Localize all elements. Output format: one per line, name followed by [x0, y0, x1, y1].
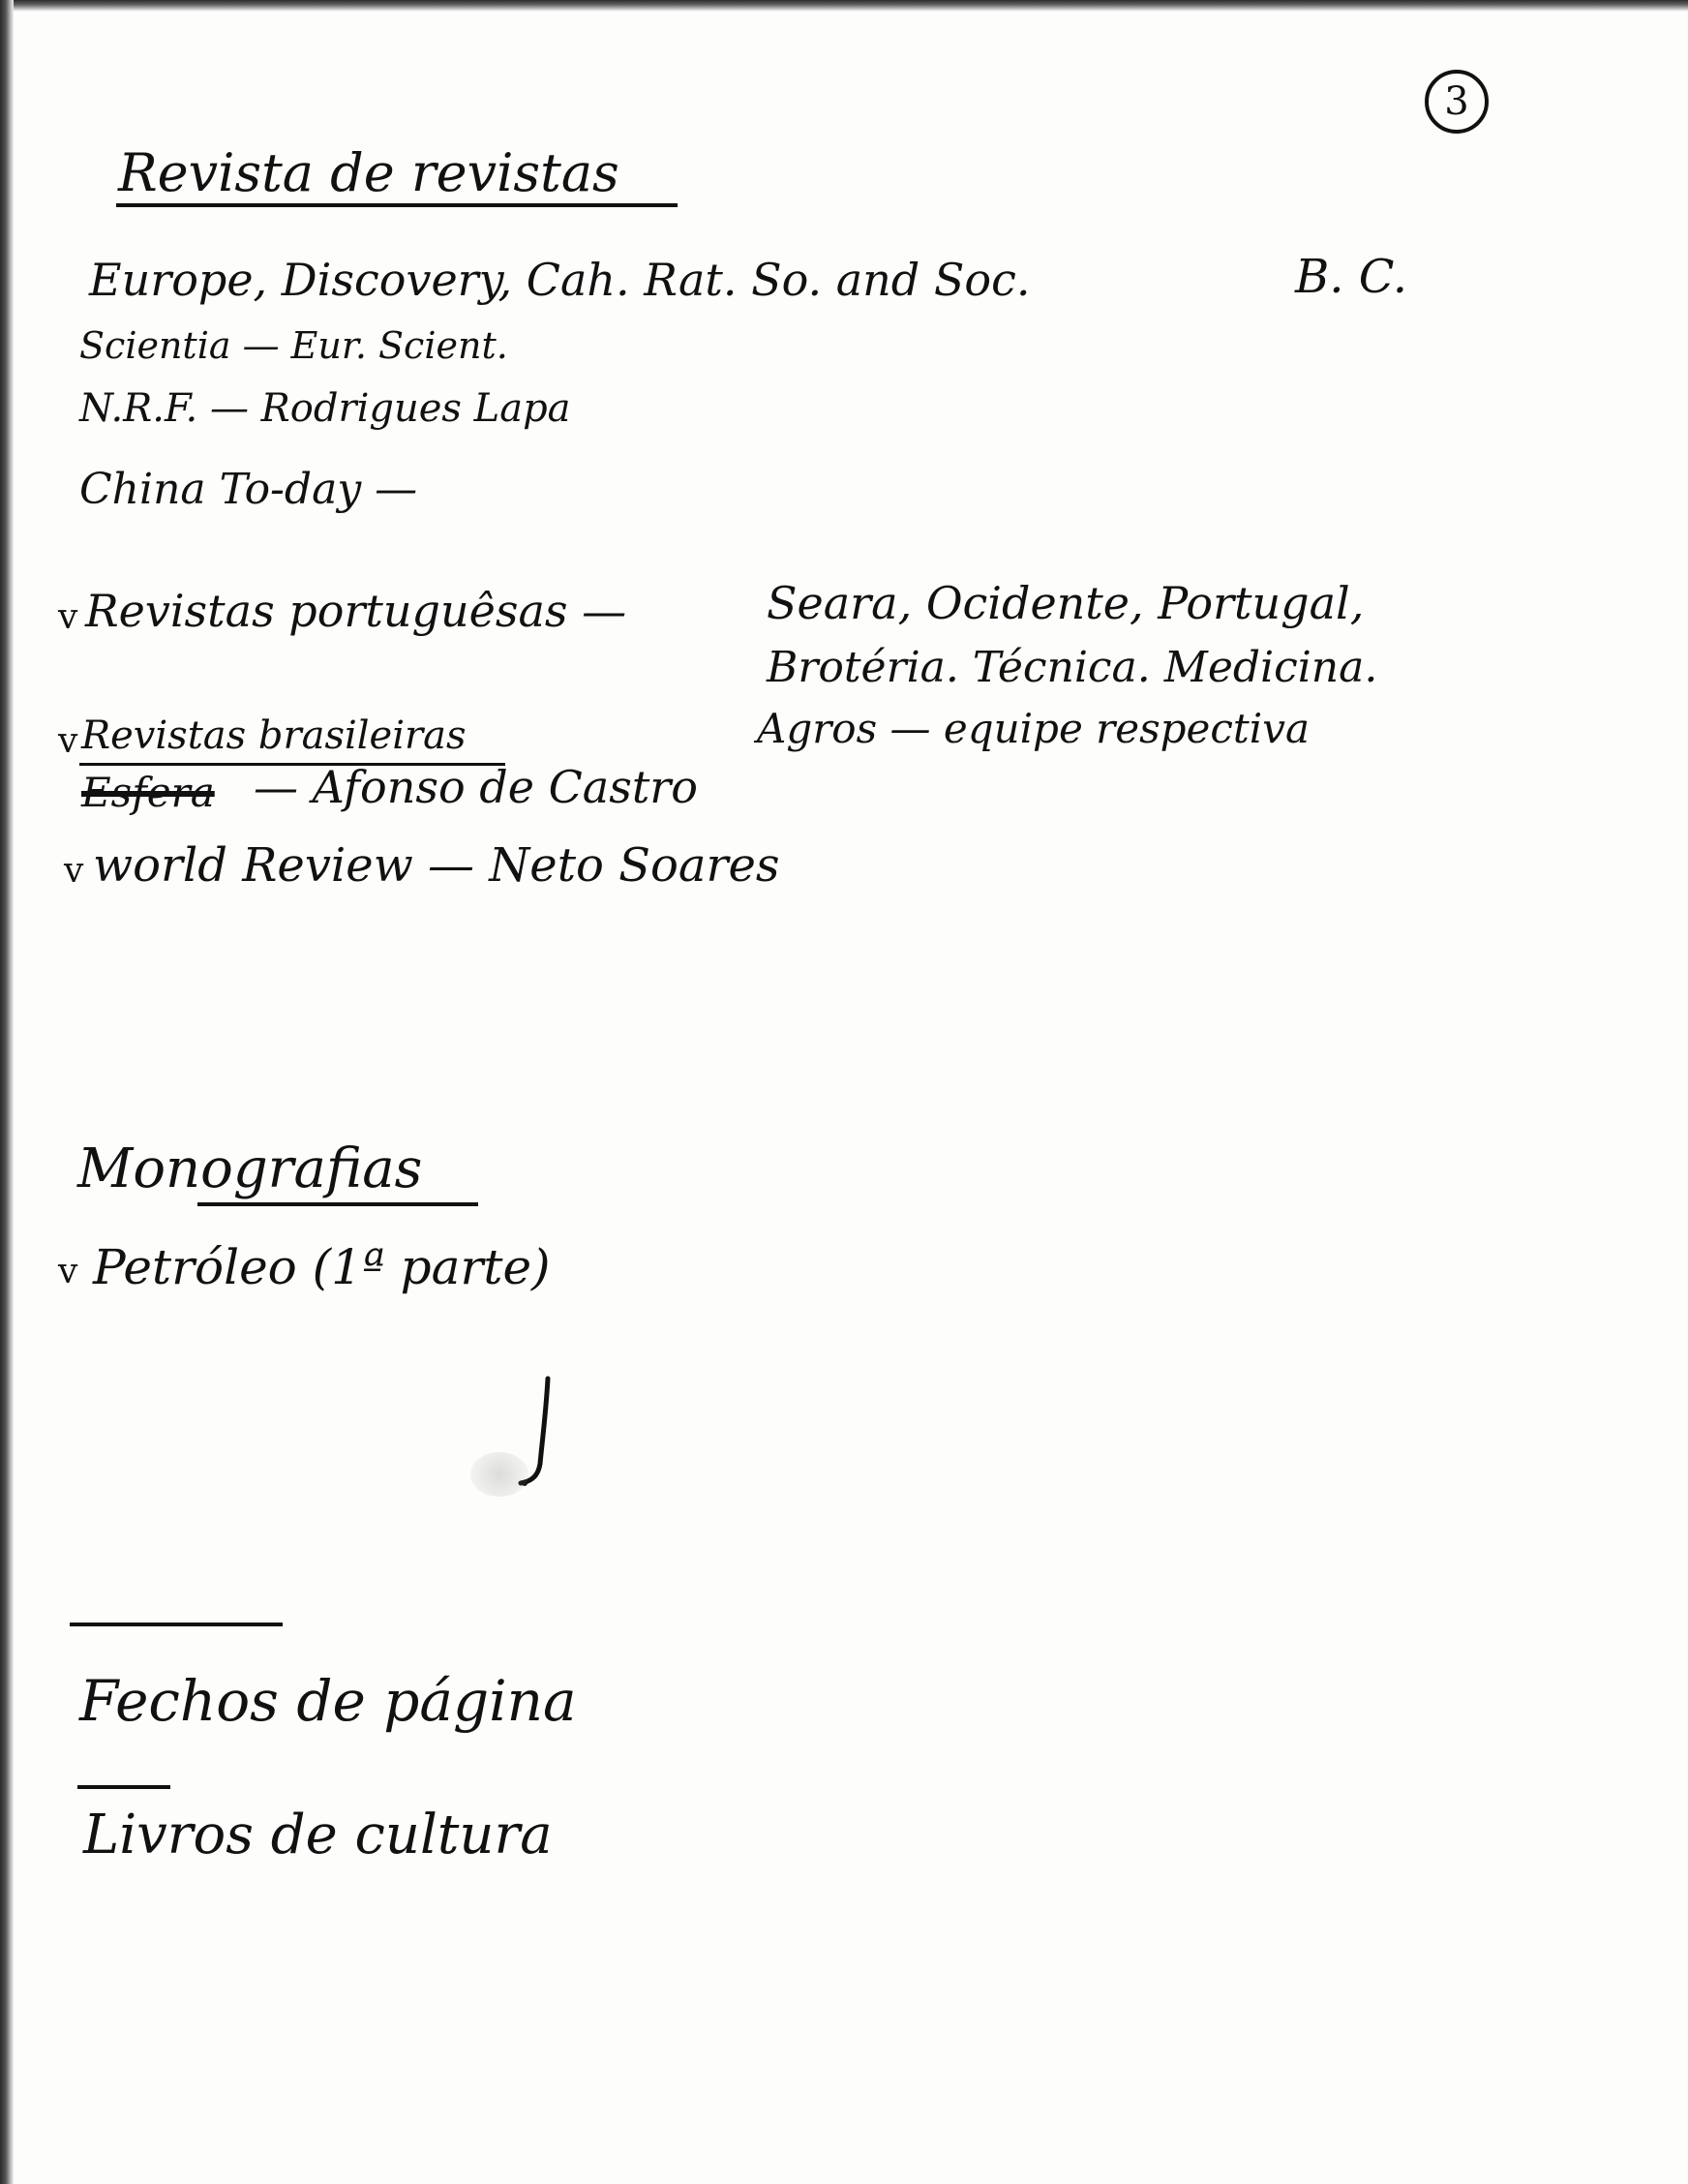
portuguesas-list-1: Seara, Ocidente, Portugal,: [767, 577, 1365, 629]
world-review-line: world Review — Neto Soares: [93, 838, 780, 893]
monografias-item: Petróleo (1ª parte): [93, 1239, 551, 1295]
separator-line: [70, 1623, 283, 1626]
portuguesas-label: Revistas portuguêsas —: [85, 585, 627, 637]
top-scan-edge: [0, 0, 1688, 12]
heading-underline: [116, 203, 678, 207]
fechos-de-pagina: Fechos de página: [79, 1668, 577, 1734]
revistas-line-1-note: B. C.: [1295, 250, 1408, 304]
revistas-line-3: N.R.F. — Rodrigues Lapa: [79, 386, 571, 431]
portuguesas-list-3: Agros — equipe respectiva: [757, 705, 1310, 752]
faint-stamp: [470, 1452, 528, 1497]
monografias-underline: [197, 1202, 478, 1206]
page-number: 3: [1425, 70, 1489, 134]
left-scan-edge: [0, 0, 14, 2184]
revistas-line-4: China To-day —: [79, 465, 418, 514]
heading-monografias: Monografias: [77, 1138, 423, 1200]
brasileiras-label: Revistas brasileiras: [81, 713, 467, 758]
struck-word: Esfera: [81, 769, 215, 816]
brasileiras-rest: — Afonso de Castro: [254, 761, 698, 813]
check-mark: v: [58, 1252, 78, 1291]
revistas-line-1: Europe, Discovery, Cah. Rat. So. and Soc.: [89, 254, 1031, 306]
livros-de-cultura: Livros de cultura: [83, 1804, 553, 1866]
heading-revista-de-revistas: Revista de revistas: [118, 142, 619, 203]
check-mark: v: [58, 721, 78, 761]
separator-line: [77, 1785, 170, 1789]
check-mark: v: [58, 597, 78, 637]
check-mark: v: [64, 851, 84, 891]
revistas-line-2: Scientia — Eur. Scient.: [79, 324, 508, 367]
portuguesas-list-2: Brotéria. Técnica. Medicina.: [767, 643, 1378, 692]
